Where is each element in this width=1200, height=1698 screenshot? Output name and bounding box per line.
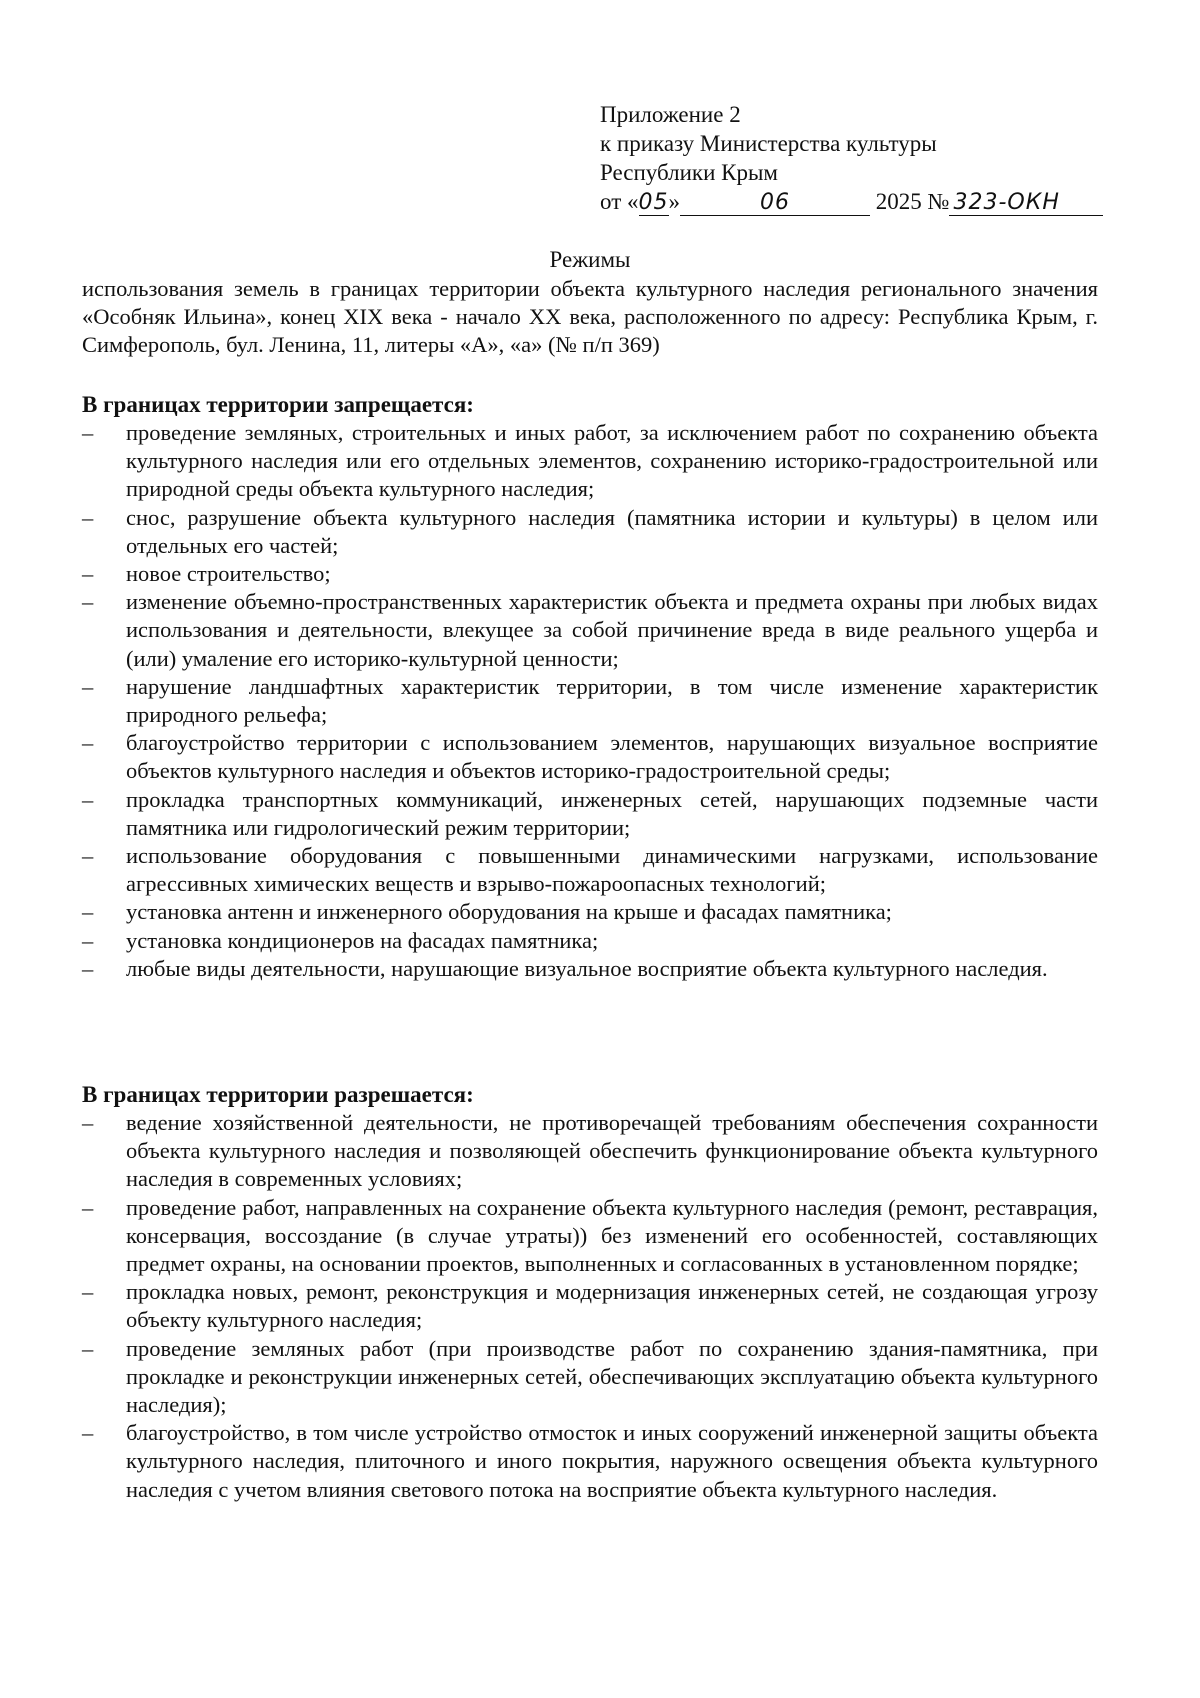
list-dash: – bbox=[82, 786, 94, 812]
list-item-text: проведение земляных, строительных и иных работ, за исключением работ по сохранению объекта культурного наследия или его отдельных элементов, сохранению историко-градостроительной или природной среды объекта культурного наследия; bbox=[126, 420, 1098, 502]
permitted-item bbox=[82, 1419, 1098, 1504]
prohibited-item bbox=[82, 419, 1098, 504]
handwritten-day: 05 bbox=[638, 190, 669, 215]
handwritten-order-number: 323-ОКН bbox=[949, 191, 1103, 216]
list-dash: – bbox=[82, 1194, 94, 1220]
list-dash: – bbox=[82, 899, 94, 925]
list-dash: – bbox=[82, 955, 94, 981]
date-prefix: от « bbox=[600, 189, 639, 214]
list-dash: – bbox=[82, 420, 94, 445]
list-item-text: новое строительство; bbox=[126, 561, 331, 587]
permitted-list bbox=[82, 1109, 1098, 1504]
list-item-text: благоустройство, в том числе устройство отмосток и иных сооружений инженерной защиты объекта культурного наследия, плиточного и иного покрытия, наружного освещения объекта культурного наследия с учетом влияния светового потока на восприятие объекта культурного наследия. bbox=[126, 1420, 1098, 1502]
list-item-text: изменение объемно-пространственных характеристик объекта и предмета охраны при любых видах использования и деятельности, влекущее за собой причинение вреда в виде реального ущерба и (или) умаление его историко-культурной ценности; bbox=[126, 589, 1098, 671]
permitted-section bbox=[82, 1080, 1098, 1504]
permitted-item bbox=[82, 1278, 1098, 1334]
prohibited-item bbox=[82, 842, 1098, 898]
list-dash: – bbox=[82, 561, 94, 587]
order-reference: к приказу Министерства культуры bbox=[600, 131, 937, 156]
order-date-line bbox=[600, 187, 1103, 216]
list-dash: – bbox=[82, 1420, 94, 1446]
prohibited-item bbox=[82, 504, 1098, 560]
prohibited-item bbox=[82, 588, 1098, 673]
appendix-header bbox=[600, 100, 1103, 216]
permitted-heading: В границах территории разрешается: bbox=[82, 1082, 474, 1107]
list-item-text: нарушение ландшафтных характеристик территории, в том числе изменение характеристик природного рельефа; bbox=[126, 673, 1098, 728]
list-dash: – bbox=[82, 730, 94, 756]
list-item-text: прокладка новых, ремонт, реконструкция и модернизация инженерных сетей, не создающая угрозу объекту культурного наследия; bbox=[126, 1279, 1098, 1333]
prohibited-list bbox=[82, 419, 1098, 983]
list-dash: – bbox=[82, 843, 94, 869]
list-item-text: прокладка транспортных коммуникаций, инженерных сетей, нарушающих подземные части памятника или гидрологический режим территории; bbox=[126, 786, 1098, 840]
list-item-text: установка антенн и инженерного оборудования на крыше и фасадах памятника; bbox=[126, 899, 892, 925]
list-dash: – bbox=[82, 504, 94, 530]
permitted-item bbox=[82, 1109, 1098, 1194]
list-dash: – bbox=[82, 589, 94, 615]
prohibited-item bbox=[82, 786, 1098, 842]
document-subtitle: использования земель в границах территории объекта культурного наследия регионального значения «Особняк Ильина», конец XIX века - начало XX века, расположенного по адресу: Республика Крым, г. Симферополь, бул. Ленина, 11, литеры «А», «а» (№ п/п 369) bbox=[82, 276, 1098, 357]
document-title: Режимы bbox=[549, 247, 631, 272]
prohibited-heading: В границах территории запрещается: bbox=[82, 392, 474, 417]
list-dash: – bbox=[82, 1110, 94, 1135]
list-item-text: проведение работ, направленных на сохранение объекта культурного наследия (ремонт, реставрация, консервация, воссоздание (в случае утраты)) без изменений его особенностей, составляющих предмет охраны, на основании проектов, выполненных и согласованных в установленном порядке; bbox=[126, 1194, 1098, 1277]
list-dash: – bbox=[82, 927, 94, 953]
list-item-text: проведение земляных работ (при производстве работ по сохранению здания-памятника, при прокладке и реконструкции инженерных сетей, обеспечивающих эксплуатацию объекта культурного наследия); bbox=[126, 1335, 1098, 1418]
prohibited-item bbox=[82, 729, 1098, 785]
ministry-region: Республики Крым bbox=[600, 160, 778, 185]
year-and-number-label: 2025 № bbox=[875, 189, 950, 214]
prohibited-section bbox=[82, 390, 1098, 983]
prohibited-item bbox=[82, 898, 1098, 926]
appendix-number: Приложение 2 bbox=[600, 102, 741, 127]
permitted-item bbox=[82, 1194, 1098, 1279]
prohibited-item bbox=[82, 560, 1098, 588]
list-item-text: ведение хозяйственной деятельности, не противоречащей требованиям обеспечения сохранности объекта культурного наследия и позволяющей обеспечить функционирование объекта культурного наследия в современных условиях; bbox=[126, 1110, 1098, 1192]
list-dash: – bbox=[82, 1279, 94, 1305]
day-close-quote: » bbox=[668, 189, 680, 214]
list-dash: – bbox=[82, 673, 94, 699]
list-item-text: снос, разрушение объекта культурного наследия (памятника истории и культуры) в целом или отдельных его частей; bbox=[126, 504, 1098, 558]
list-item-text: установка кондиционеров на фасадах памятника; bbox=[126, 927, 599, 953]
list-item-text: благоустройство территории с использованием элементов, нарушающих визуальное восприятие объектов культурного наследия и объектов историко-градостроительной среды; bbox=[126, 730, 1098, 784]
prohibited-item bbox=[82, 955, 1098, 983]
list-dash: – bbox=[82, 1335, 94, 1361]
prohibited-item bbox=[82, 673, 1098, 729]
list-item-text: использование оборудования с повышенными динамическими нагрузками, использование агрессивных химических веществ и взрыво-пожароопасных технологий; bbox=[126, 843, 1098, 897]
prohibited-item bbox=[82, 927, 1098, 955]
permitted-item bbox=[82, 1335, 1098, 1420]
handwritten-month: 06 bbox=[680, 191, 870, 216]
list-item-text: любые виды деятельности, нарушающие визуальное восприятие объекта культурного наследия. bbox=[126, 955, 1048, 981]
